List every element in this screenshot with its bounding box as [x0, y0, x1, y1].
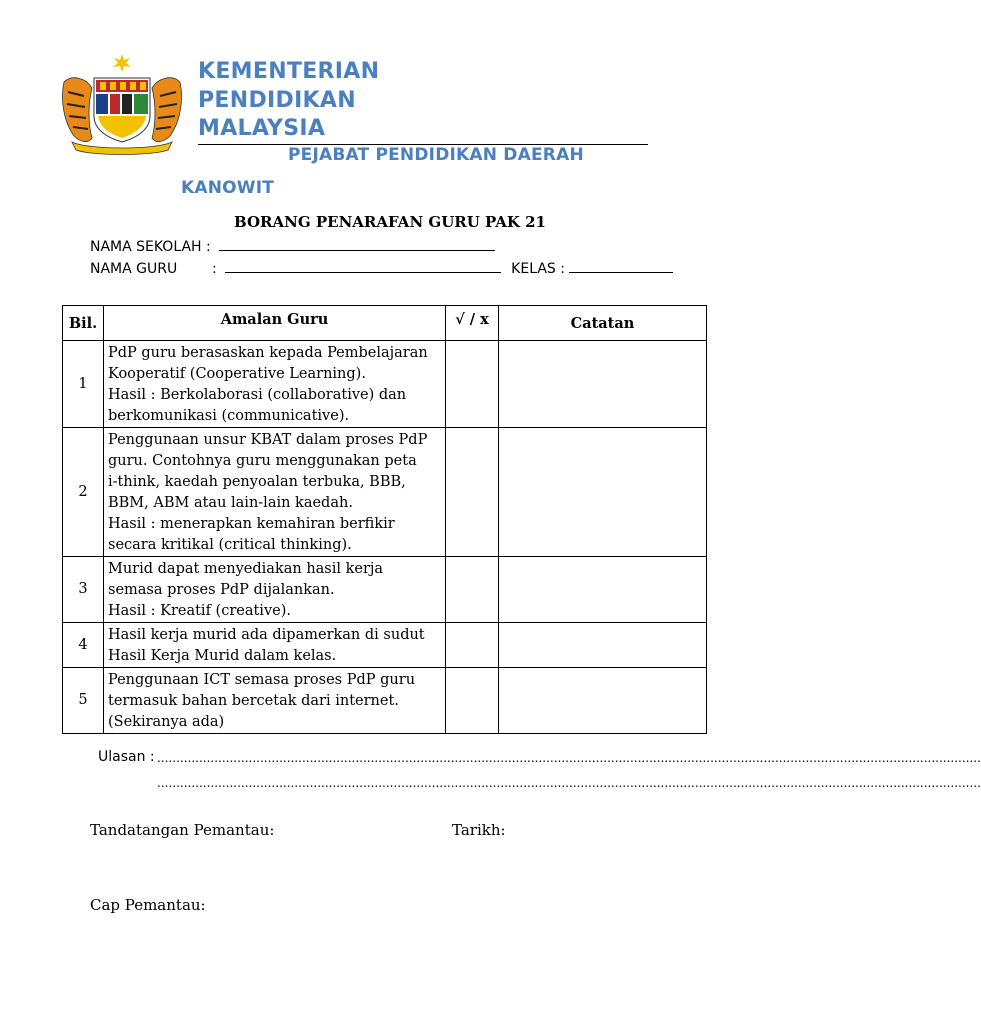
class-line[interactable]: [569, 260, 673, 273]
description-line: PdP guru berasaskan kepada Pembelajaran: [108, 345, 428, 361]
row-number: 5: [63, 668, 104, 734]
description-line: secara kritikal (critical thinking).: [108, 537, 352, 553]
catatan-cell[interactable]: [499, 557, 707, 623]
row-description: [104, 623, 446, 668]
school-label: NAMA SEKOLAH :: [90, 239, 211, 255]
stamp-label: Cap Pemantau:: [90, 896, 206, 914]
catatan-cell[interactable]: [499, 668, 707, 734]
description-line: Penggunaan ICT semasa proses PdP guru: [108, 672, 416, 688]
class-label: KELAS :: [511, 261, 565, 277]
description-line: semasa proses PdP dijalankan.: [108, 582, 335, 598]
tick-cell[interactable]: [446, 341, 499, 428]
row-number: 2: [63, 428, 104, 557]
row-number: 4: [63, 623, 104, 668]
row-description: [104, 668, 446, 734]
header-tick: √ / x: [446, 306, 499, 341]
form-title: BORANG PENARAFAN GURU PAK 21: [234, 213, 546, 231]
date-label: Tarikh:: [452, 821, 506, 839]
description-line: (Sekiranya ada): [108, 714, 225, 730]
ministry-line-1: KEMENTERIAN: [198, 59, 380, 84]
teacher-label: NAMA GURU: [90, 261, 178, 277]
tick-cell[interactable]: [446, 428, 499, 557]
table-row: [63, 557, 707, 623]
description-line: i-think, kaedah penyoalan terbuka, BBB,: [108, 474, 406, 490]
description-line: BBM, ABM atau lain-lain kaedah.: [108, 495, 353, 511]
rating-table: [62, 305, 707, 734]
description-line: Hasil Kerja Murid dalam kelas.: [108, 648, 337, 664]
district-office: PEJABAT PENDIDIKAN DAERAH: [288, 145, 584, 165]
header-amalan: Amalan Guru: [104, 306, 446, 341]
ministry-line-2: PENDIDIKAN: [198, 87, 356, 113]
description-line: Penggunaan unsur KBAT dalam proses PdP: [108, 432, 428, 448]
row-number: 1: [63, 341, 104, 428]
district-name: KANOWIT: [181, 178, 275, 198]
teacher-name-line[interactable]: [225, 260, 501, 273]
table-row: [63, 668, 707, 734]
table-row: [63, 623, 707, 668]
table-row: [63, 341, 707, 428]
description-line: berkomunikasi (communicative).: [108, 408, 350, 424]
catatan-cell[interactable]: [499, 341, 707, 428]
description-line: Hasil : Berkolaborasi (collaborative) dan: [108, 387, 407, 403]
school-name-field: [90, 238, 495, 255]
description-line: Hasil : menerapkan kemahiran berfikir: [108, 516, 395, 532]
tick-cell[interactable]: [446, 623, 499, 668]
row-description: [104, 341, 446, 428]
header-catatan: Catatan: [499, 306, 707, 341]
malaysia-coat-of-arms-icon: [58, 52, 186, 154]
ulasan-line-2[interactable]: ........................................................................................................................................................................................................................: [157, 776, 981, 790]
signature-label: Tandatangan Pemantau:: [90, 821, 275, 839]
ulasan-field: [98, 749, 155, 765]
school-name-line[interactable]: [219, 238, 495, 251]
table-header-row: [63, 306, 707, 341]
description-line: Hasil : Kreatif (creative).: [108, 603, 291, 619]
ulasan-line-1[interactable]: ........................................................................................................................................................................................................................: [157, 751, 981, 765]
row-description: [104, 428, 446, 557]
catatan-cell[interactable]: [499, 428, 707, 557]
description-line: guru. Contohnya guru menggunakan peta: [108, 453, 417, 469]
description-line: Murid dapat menyediakan hasil kerja: [108, 561, 384, 577]
ministry-name: [198, 58, 379, 144]
header-bil: Bil.: [63, 306, 104, 341]
description-line: Kooperatif (Cooperative Learning).: [108, 366, 366, 382]
tick-cell[interactable]: [446, 557, 499, 623]
ulasan-label: Ulasan :: [98, 749, 155, 765]
catatan-cell[interactable]: [499, 623, 707, 668]
description-line: Hasil kerja murid ada dipamerkan di sudut: [108, 627, 425, 643]
description-line: termasuk bahan bercetak dari internet.: [108, 693, 399, 709]
teacher-name-field: [90, 260, 673, 277]
teacher-colon: :: [212, 261, 217, 277]
row-number: 3: [63, 557, 104, 623]
table-row: [63, 428, 707, 557]
ministry-line-3: MALAYSIA: [198, 116, 326, 141]
tick-cell[interactable]: [446, 668, 499, 734]
row-description: [104, 557, 446, 623]
